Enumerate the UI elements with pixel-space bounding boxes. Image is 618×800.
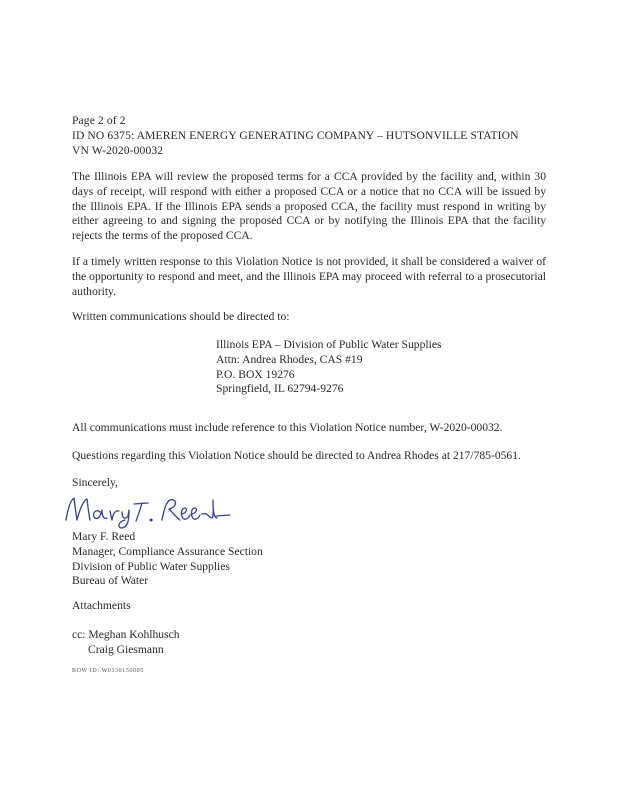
address-line-1: Illinois EPA – Division of Public Water Supplies: [216, 338, 442, 351]
mailing-address: [216, 338, 441, 397]
signatory-block: [72, 530, 546, 589]
signatory-name: Mary F. Reed: [72, 530, 136, 543]
page-number: Page 2 of 2: [72, 114, 126, 127]
salutation: Sincerely,: [72, 476, 118, 489]
signatory-title: Manager, Compliance Assurance Section: [72, 544, 263, 558]
signatory-bureau: Bureau of Water: [72, 574, 149, 588]
violation-notice-line: VN W-2020-00032: [72, 143, 164, 157]
signatory-division: Division of Public Water Supplies: [72, 559, 230, 573]
paragraph-written-communications: Written communications should be directed to:: [72, 310, 290, 323]
bow-id-footer: BOW ID: W0330150005: [72, 668, 144, 674]
cc-recipient-1: cc: Meghan Kohlhusch: [72, 628, 180, 641]
attachments-label: Attachments: [72, 599, 131, 612]
address-line-2: Attn: Andrea Rhodes, CAS #19: [216, 352, 363, 366]
paragraph-reference-number: All communications must include reference to this Violation Notice number, W-2020-00032.: [72, 421, 503, 434]
paragraph-cca-review: The Illinois EPA will review the proposed terms for a CCA provided by the facility and, within 30 days of receipt, will respond with either a proposed CCA or a notice that no CCA will be issued by the Illinois EPA. If the Illinois EPA sends a proposed CCA, the facility must respond in writing by either agreeing to and signing the proposed CCA or by notifying the Illinois EPA that the facility rejects the terms of the proposed CCA.: [72, 170, 546, 243]
facility-id-line: ID NO 6375: AMEREN ENERGY GENERATING COMPANY – HUTSONVILLE STATION: [72, 128, 519, 142]
cc-list: [72, 628, 546, 658]
paragraph-questions: Questions regarding this Violation Notice should be directed to Andrea Rhodes at 217/785-0561.: [72, 449, 521, 462]
address-line-4: Springfield, IL 62794-9276: [216, 382, 344, 396]
address-line-3: P.O. BOX 19276: [216, 367, 295, 381]
letter-header: [72, 114, 546, 158]
handwritten-signature: [62, 490, 232, 530]
paragraph-waiver: If a timely written response to this Violation Notice is not provided, it shall be considered a waiver of the opportunity to respond and meet, and the Illinois EPA may proceed with referral to a prosecutorial authority.: [72, 255, 546, 298]
cc-recipient-2: Craig Giesmann: [88, 642, 164, 656]
